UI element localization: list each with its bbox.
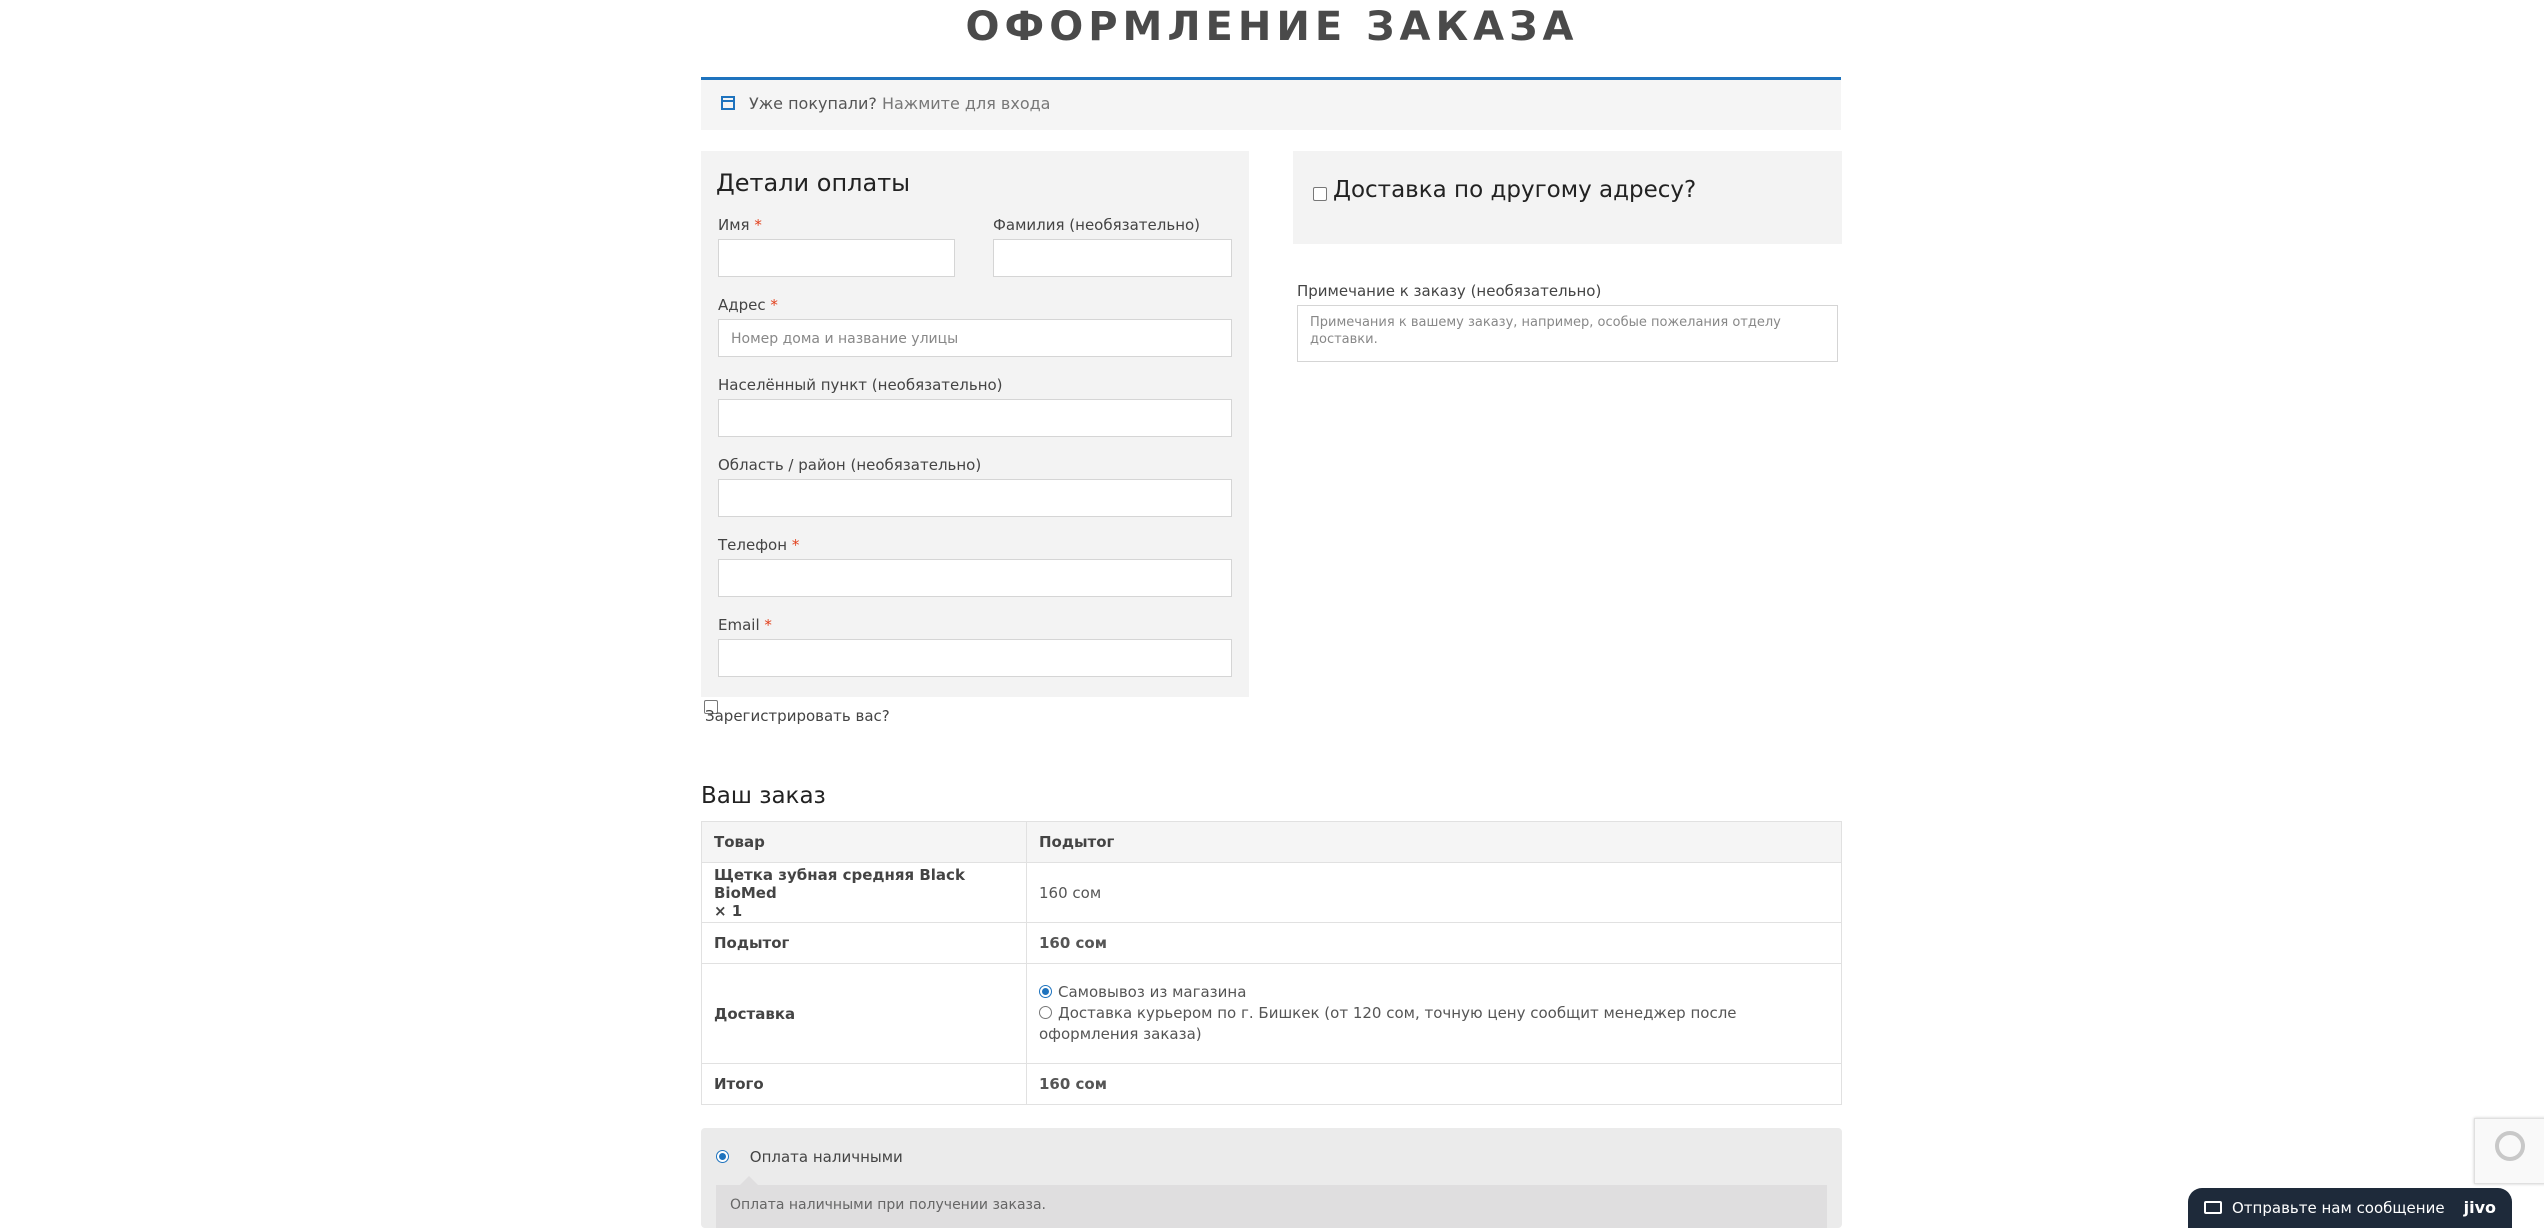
total-label: Итого — [702, 1064, 1027, 1105]
email-label: Email * — [718, 616, 772, 634]
login-notice — [701, 77, 1841, 130]
login-prompt: Уже покупали? — [749, 94, 877, 113]
order-title: Ваш заказ — [701, 783, 826, 809]
last-name-label: Фамилия (необязательно) — [993, 216, 1201, 234]
address-input[interactable]: Номер дома и название улицы — [718, 319, 1232, 357]
email-input[interactable] — [718, 639, 1232, 677]
order-notes-label: Примечание к заказу (необязательно) — [1297, 282, 1602, 300]
subtotal-header: Подытог — [1027, 822, 1842, 863]
subtotal-row — [702, 923, 1842, 964]
city-label: Населённый пункт (необязательно) — [718, 376, 1003, 394]
phone-label: Телефон * — [718, 536, 800, 554]
envelope-icon — [2204, 1201, 2222, 1214]
calendar-icon — [721, 96, 735, 110]
delivery-label: Доставка — [702, 964, 1027, 1064]
phone-input[interactable] — [718, 559, 1232, 597]
city-input[interactable] — [718, 399, 1232, 437]
page-title: ОФОРМЛЕНИЕ ЗАКАЗА — [965, 4, 1579, 50]
login-notice-text — [749, 94, 1050, 113]
billing-details — [701, 151, 1249, 697]
item-qty: × 1 — [714, 901, 743, 920]
ship-different-label[interactable]: Доставка по другому адресу? — [1333, 177, 1697, 203]
delivery-row — [702, 964, 1842, 1064]
delivery-option-pickup[interactable]: Самовывоз из магазина — [1039, 982, 1829, 1003]
radio-cash[interactable] — [716, 1150, 729, 1163]
billing-title: Детали оплаты — [716, 169, 911, 197]
chat-widget[interactable] — [2188, 1188, 2512, 1228]
payment-option-cash[interactable]: Оплата наличными — [716, 1148, 903, 1166]
item-price: 160 сом — [1027, 863, 1842, 923]
radio-courier[interactable] — [1039, 1006, 1052, 1019]
last-name-input[interactable] — [993, 239, 1232, 277]
radio-pickup[interactable] — [1039, 985, 1052, 998]
order-notes-textarea[interactable]: Примечания к вашему заказу, например, особые пожелания отделу доставки. — [1297, 305, 1838, 362]
product-header: Товар — [702, 822, 1027, 863]
first-name-label: Имя * — [718, 216, 762, 234]
region-label: Область / район (необязательно) — [718, 456, 982, 474]
payment-description: Оплата наличными при получении заказа. — [716, 1185, 1827, 1228]
chat-brand: jivo — [2463, 1198, 2496, 1217]
subtotal-value: 160 сом — [1027, 923, 1842, 964]
ship-to-different-address — [1293, 151, 1842, 244]
table-row — [702, 863, 1842, 923]
login-link[interactable]: Нажмите для входа — [881, 94, 1051, 113]
order-table — [701, 821, 1842, 1105]
chat-label: Отправьте нам сообщение — [2232, 1199, 2445, 1217]
recaptcha-icon — [2495, 1131, 2525, 1161]
delivery-option-courier[interactable]: Доставка курьером по г. Бишкек (от 120 сом, точную цену сообщит менеджер после оформления заказа) — [1039, 1004, 1737, 1043]
payment-methods — [701, 1128, 1842, 1228]
register-label[interactable]: Зарегистрировать вас? — [705, 707, 890, 725]
table-header-row — [702, 822, 1842, 863]
region-input[interactable] — [718, 479, 1232, 517]
address-label: Адрес * — [718, 296, 778, 314]
item-name: Щетка зубная средняя Black BioMed × 1 — [702, 863, 1027, 923]
total-value: 160 сом — [1027, 1064, 1842, 1105]
subtotal-label: Подытог — [702, 923, 1027, 964]
ship-different-checkbox[interactable] — [1313, 187, 1327, 201]
first-name-input[interactable] — [718, 239, 955, 277]
total-row — [702, 1064, 1842, 1105]
recaptcha-badge[interactable] — [2474, 1118, 2544, 1184]
